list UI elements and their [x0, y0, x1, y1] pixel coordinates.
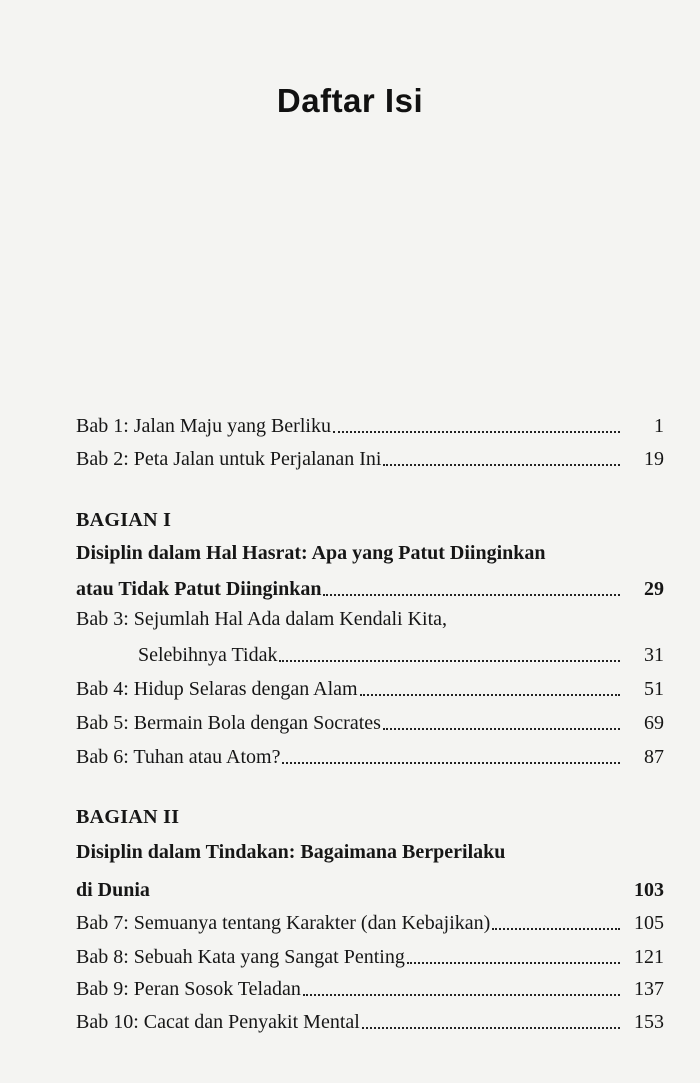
dot-leader	[360, 690, 620, 696]
part-label-bagian-2: BAGIAN II	[76, 806, 180, 828]
toc-entry-label: atau Tidak Patut Diinginkan	[76, 578, 322, 600]
toc-entry-part-1-heading[interactable]	[76, 567, 664, 601]
toc-page-number: 105	[634, 912, 664, 934]
toc-entry-label: di Dunia	[76, 879, 150, 901]
toc-page-number: 19	[644, 448, 664, 470]
toc-page-number: 103	[634, 879, 664, 901]
toc-page-number: 137	[634, 978, 664, 1000]
toc-entry-label: Bab 5: Bermain Bola dengan Socrates	[76, 712, 381, 734]
toc-entry-label: Bab 10: Cacat dan Penyakit Mental	[76, 1011, 360, 1033]
dot-leader	[282, 758, 620, 764]
toc-entry-bab-9[interactable]	[76, 967, 664, 1001]
part-2-heading-line-1[interactable]: Disiplin dalam Tindakan: Bagaimana Berperilaku	[76, 841, 506, 863]
toc-entry-label: Bab 8: Sebuah Kata yang Sangat Penting	[76, 946, 405, 968]
toc-entry-label: Bab 6: Tuhan atau Atom?	[76, 746, 281, 768]
toc-entry-bab-3[interactable]	[76, 633, 664, 667]
toc-entry-bab-10[interactable]	[76, 1000, 664, 1034]
dot-leader	[383, 724, 620, 730]
toc-entry-label: Bab 4: Hidup Selaras dengan Alam	[76, 678, 358, 700]
toc-page-number: 31	[644, 644, 664, 666]
toc-page-number: 29	[644, 578, 664, 600]
toc-entry-label: Bab 2: Peta Jalan untuk Perjalanan Ini	[76, 448, 382, 470]
toc-entry-label: Selebihnya Tidak	[138, 644, 278, 666]
dot-leader	[362, 1023, 620, 1029]
toc-page-number: 153	[634, 1011, 664, 1033]
toc-entry-bab-2[interactable]	[76, 437, 664, 471]
toc-entry-bab-6[interactable]	[76, 735, 664, 769]
dot-leader	[303, 990, 620, 996]
dot-leader	[152, 891, 620, 897]
toc-page-number: 121	[634, 946, 664, 968]
toc-entry-label: Bab 1: Jalan Maju yang Berliku	[76, 415, 331, 437]
part-label-bagian-1: BAGIAN I	[76, 509, 172, 531]
page-title: Daftar Isi	[276, 82, 424, 119]
toc-page-number: 51	[644, 678, 664, 700]
toc-entry-label: Bab 7: Semuanya tentang Karakter (dan Kebajikan)	[76, 912, 491, 934]
dot-leader	[279, 656, 620, 662]
toc-entry-bab-1[interactable]	[76, 404, 664, 438]
toc-page-number: 87	[644, 746, 664, 768]
toc-entry-bab-3-line-1[interactable]: Bab 3: Sejumlah Hal Ada dalam Kendali Kita,	[76, 608, 448, 630]
dot-leader	[383, 460, 620, 466]
dot-leader	[333, 427, 620, 433]
dot-leader	[323, 590, 620, 596]
toc-entry-bab-4[interactable]	[76, 667, 664, 701]
dot-leader	[407, 958, 620, 964]
dot-leader	[492, 924, 620, 930]
toc-entry-part-2-heading[interactable]	[76, 868, 664, 902]
toc-entry-label: Bab 9: Peran Sosok Teladan	[76, 978, 301, 1000]
toc-page-number: 69	[644, 712, 664, 734]
toc-page-number: 1	[654, 415, 664, 437]
toc-entry-bab-7[interactable]	[76, 901, 664, 935]
toc-entry-bab-8[interactable]	[76, 935, 664, 969]
toc-entry-bab-5[interactable]	[76, 701, 664, 735]
part-1-heading-line-1[interactable]: Disiplin dalam Hal Hasrat: Apa yang Patut Diinginkan	[76, 542, 546, 564]
